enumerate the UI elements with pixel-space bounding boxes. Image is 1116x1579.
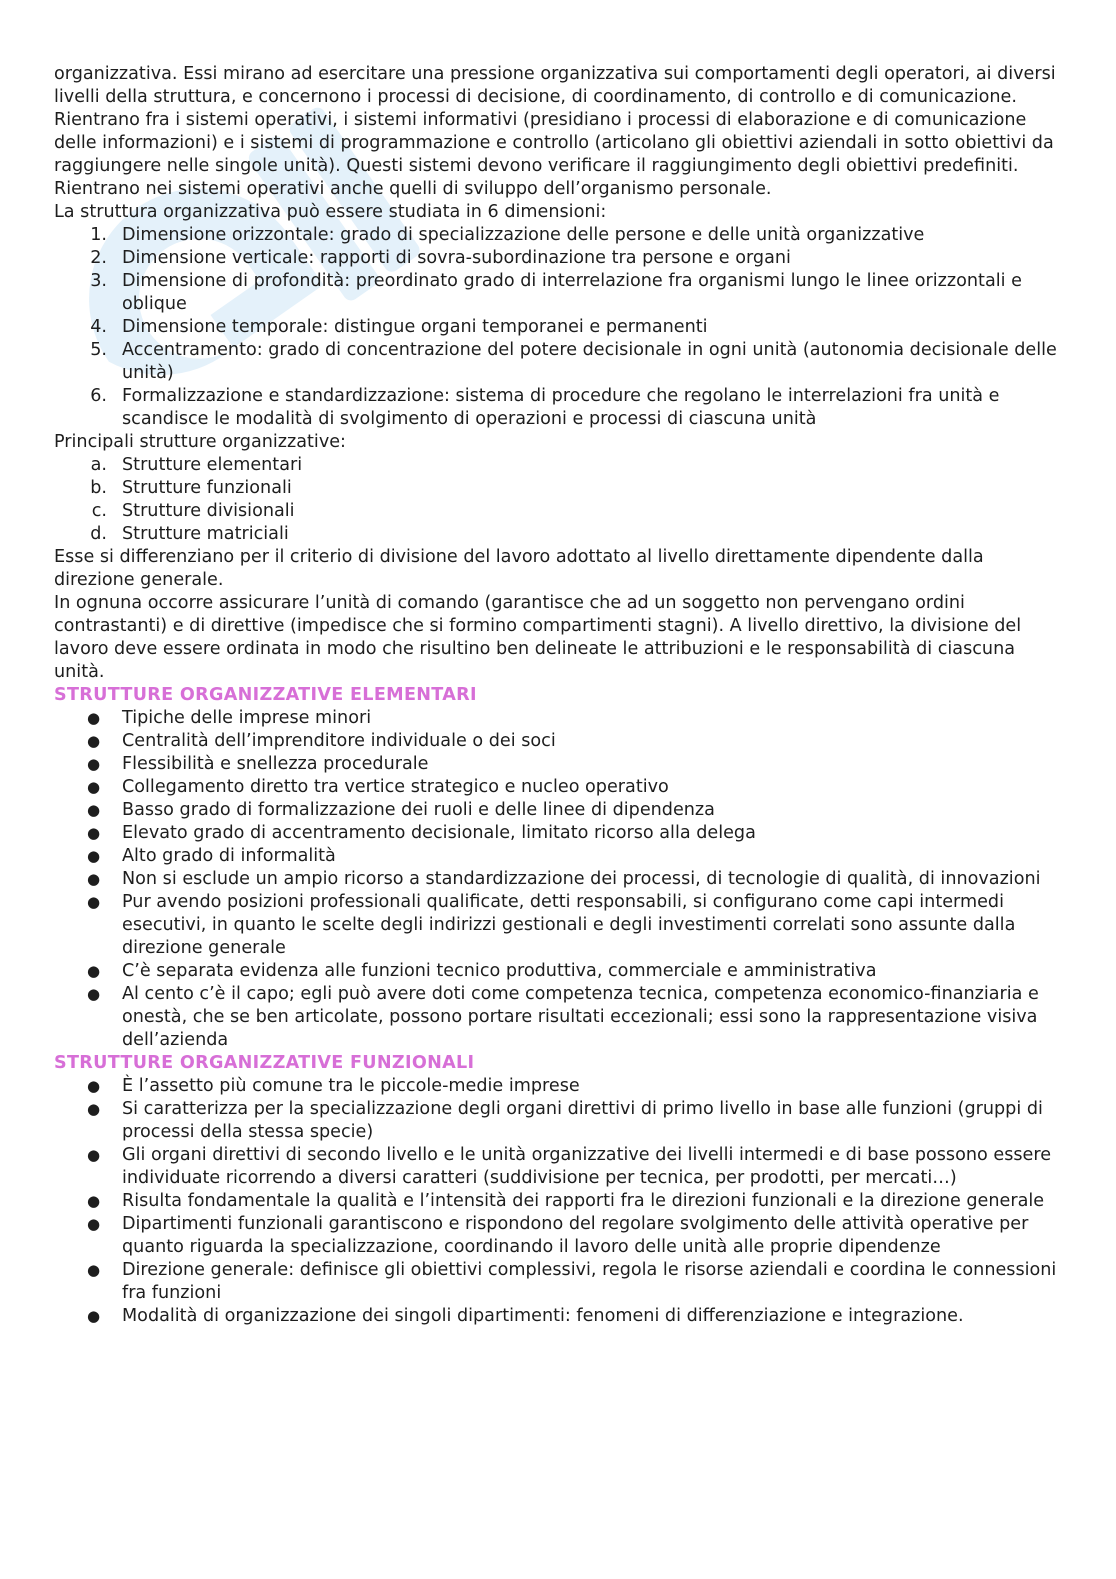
bullet-icon: ● bbox=[87, 1192, 101, 1210]
list-item-text: Basso grado di formalizzazione dei ruoli e delle linee di dipendenza bbox=[122, 800, 715, 820]
paragraph: organizzativa. Essi mirano ad esercitare una pressione organizzativa sui comportamenti degli operatori, ai diversi livelli della struttura, e concernono i processi di decisione, di coordinamento, di controllo e di comunicazione. bbox=[54, 64, 1056, 107]
list-item bbox=[54, 1075, 1064, 1098]
list-item-text: Elevato grado di accentramento decisionale, limitato ricorso alla delega bbox=[122, 823, 756, 843]
list-item-text: Strutture matriciali bbox=[122, 524, 289, 544]
list-item bbox=[54, 224, 1064, 247]
list-marker: b. bbox=[90, 478, 107, 498]
bullet-icon: ● bbox=[87, 1077, 101, 1095]
bullet-icon: ● bbox=[87, 1100, 101, 1118]
list-marker: d. bbox=[90, 524, 107, 544]
list-item-text: Pur avendo posizioni professionali qualificate, detti responsabili, si configurano come capi intermedi esecutivi, in quanto le scelte degli indirizzi gestionali e degli investimenti correlati sono assunte dalla direzione generale bbox=[122, 892, 1016, 958]
list-item-text: Risulta fondamentale la qualità e l’intensità dei rapporti fra le direzioni funzionali e la direzione generale bbox=[122, 1191, 1045, 1211]
list-item bbox=[54, 983, 1064, 1052]
list-marker: 6. bbox=[90, 386, 107, 406]
list-item-text: Collegamento diretto tra vertice strategico e nucleo operativo bbox=[122, 777, 669, 797]
bullet-icon: ● bbox=[87, 985, 101, 1003]
list-item bbox=[54, 247, 1064, 270]
paragraph: Principali strutture organizzative: bbox=[54, 432, 346, 452]
list-item bbox=[54, 960, 1064, 983]
list-item bbox=[54, 776, 1064, 799]
list-item bbox=[54, 1190, 1064, 1213]
list-item-text: Dipartimenti funzionali garantiscono e rispondono del regolare svolgimento delle attività operative per quanto riguarda la specializzazione, coordinando il lavoro delle unità alle proprie dipendenze bbox=[122, 1214, 1029, 1257]
list-marker: 5. bbox=[90, 340, 107, 360]
list-item-text: Dimensione di profondità: preordinato grado di interrelazione fra organismi lungo le linee orizzontali e oblique bbox=[122, 271, 1022, 314]
section-heading: STRUTTURE ORGANIZZATIVE ELEMENTARI bbox=[54, 685, 477, 705]
list-item bbox=[54, 1098, 1064, 1144]
list-item bbox=[54, 270, 1064, 316]
bullet-icon: ● bbox=[87, 824, 101, 842]
list-item-text: Strutture divisionali bbox=[122, 501, 295, 521]
list-item bbox=[54, 730, 1064, 753]
paragraph: Esse si differenziano per il criterio di divisione del lavoro adottato al livello direttamente dipendente dalla direzione generale. bbox=[54, 547, 984, 590]
list-marker: a. bbox=[90, 455, 107, 475]
list-item-text: C’è separata evidenza alle funzioni tecnico produttiva, commerciale e amministrativa bbox=[122, 961, 877, 981]
bullet-icon: ● bbox=[87, 893, 101, 911]
paragraph: Rientrano fra i sistemi operativi, i sistemi informativi (presidiano i processi di elaborazione e di comunicazione delle informazioni) e i sistemi di programmazione e controllo (articolano gli obiettivi aziendali in sotto obiettivi da raggiungere nelle singole unità). Questi sistemi devono verificare il raggiungimento degli obiettivi predefiniti. Rientrano nei sistemi operativi anche quelli di sviluppo dell’organismo personale. bbox=[54, 110, 1054, 199]
bullet-icon: ● bbox=[87, 1215, 101, 1233]
paragraph: In ognuna occorre assicurare l’unità di comando (garantisce che ad un soggetto non pervengano ordini contrastanti) e di direttive (impedisce che si formino compartimenti stagni). A livello direttivo, la divisione del lavoro deve essere ordinata in modo che risultino ben delineate le attribuzioni e le responsabilità di ciascuna unità. bbox=[54, 593, 1022, 682]
list-item-text: Al cento c’è il capo; egli può avere doti come competenza tecnica, competenza economico-finanziaria e onestà, che se ben articolate, possono portare risultati eccezionali; essi sono la rappresentazione visiva dell’azienda bbox=[122, 984, 1039, 1050]
list-item bbox=[54, 385, 1064, 431]
list-item bbox=[54, 707, 1064, 730]
list-item bbox=[54, 1144, 1064, 1190]
document-page bbox=[54, 63, 1064, 1328]
list-item bbox=[54, 523, 1064, 546]
list-item-text: Formalizzazione e standardizzazione: sistema di procedure che regolano le interrelazioni fra unità e scandisce le modalità di svolgimento di operazioni e processi di ciascuna unità bbox=[122, 386, 1000, 429]
list-item-text: Non si esclude un ampio ricorso a standardizzazione dei processi, di tecnologie di qualità, di innovazioni bbox=[122, 869, 1041, 889]
list-item-text: Dimensione verticale: rapporti di sovra-subordinazione tra persone e organi bbox=[122, 248, 791, 268]
list-item-text: Centralità dell’imprenditore individuale o dei soci bbox=[122, 731, 556, 751]
paragraph: La struttura organizzativa può essere studiata in 6 dimensioni: bbox=[54, 202, 607, 222]
list-marker: 4. bbox=[90, 317, 107, 337]
list-item-text: Dimensione temporale: distingue organi temporanei e permanenti bbox=[122, 317, 708, 337]
list-item bbox=[54, 1213, 1064, 1259]
bullet-icon: ● bbox=[87, 1307, 101, 1325]
list-marker: 1. bbox=[90, 225, 107, 245]
bullet-icon: ● bbox=[87, 1261, 101, 1279]
list-item bbox=[54, 1305, 1064, 1328]
list-item bbox=[54, 500, 1064, 523]
list-item-text: Flessibilità e snellezza procedurale bbox=[122, 754, 429, 774]
bullet-icon: ● bbox=[87, 709, 101, 727]
list-item-text: Strutture funzionali bbox=[122, 478, 292, 498]
list-item-text: Direzione generale: definisce gli obiettivi complessivi, regola le risorse aziendali e coordina le connessioni fra funzioni bbox=[122, 1260, 1057, 1303]
list-item bbox=[54, 891, 1064, 960]
bullet-list bbox=[54, 707, 1064, 1052]
list-item bbox=[54, 799, 1064, 822]
list-marker: 2. bbox=[90, 248, 107, 268]
list-item bbox=[54, 316, 1064, 339]
list-item bbox=[54, 845, 1064, 868]
list-item-text: È l’assetto più comune tra le piccole-medie imprese bbox=[122, 1076, 580, 1096]
list-item-text: Strutture elementari bbox=[122, 455, 303, 475]
bullet-icon: ● bbox=[87, 755, 101, 773]
list-item-text: Accentramento: grado di concentrazione del potere decisionale in ogni unità (autonomia decisionale delle unità) bbox=[122, 340, 1057, 383]
list-item-text: Gli organi direttivi di secondo livello e le unità organizzative dei livelli intermedi e di base possono essere individuate ricorrendo a diversi caratteri (suddivisione per tecnica, per prodotti, per mercati…) bbox=[122, 1145, 1052, 1188]
bullet-icon: ● bbox=[87, 801, 101, 819]
list-item-text: Dimensione orizzontale: grado di specializzazione delle persone e delle unità organizzative bbox=[122, 225, 925, 245]
list-item bbox=[54, 753, 1064, 776]
list-item-text: Modalità di organizzazione dei singoli dipartimenti: fenomeni di differenziazione e integrazione. bbox=[122, 1306, 964, 1326]
bullet-icon: ● bbox=[87, 1146, 101, 1164]
list-item-text: Si caratterizza per la specializzazione degli organi direttivi di primo livello in base alle funzioni (gruppi di processi della stessa specie) bbox=[122, 1099, 1043, 1142]
bullet-icon: ● bbox=[87, 870, 101, 888]
list-item-text: Tipiche delle imprese minori bbox=[122, 708, 372, 728]
structures-list bbox=[54, 454, 1064, 546]
dimensions-list bbox=[54, 224, 1064, 431]
list-marker: c. bbox=[91, 501, 107, 521]
list-item bbox=[54, 477, 1064, 500]
list-item bbox=[54, 339, 1064, 385]
bullet-list bbox=[54, 1075, 1064, 1328]
bullet-icon: ● bbox=[87, 778, 101, 796]
list-item bbox=[54, 822, 1064, 845]
list-item bbox=[54, 868, 1064, 891]
list-item bbox=[54, 454, 1064, 477]
list-marker: 3. bbox=[90, 271, 107, 291]
bullet-icon: ● bbox=[87, 962, 101, 980]
section-heading: STRUTTURE ORGANIZZATIVE FUNZIONALI bbox=[54, 1053, 475, 1073]
list-item-text: Alto grado di informalità bbox=[122, 846, 336, 866]
bullet-icon: ● bbox=[87, 732, 101, 750]
bullet-icon: ● bbox=[87, 847, 101, 865]
list-item bbox=[54, 1259, 1064, 1305]
